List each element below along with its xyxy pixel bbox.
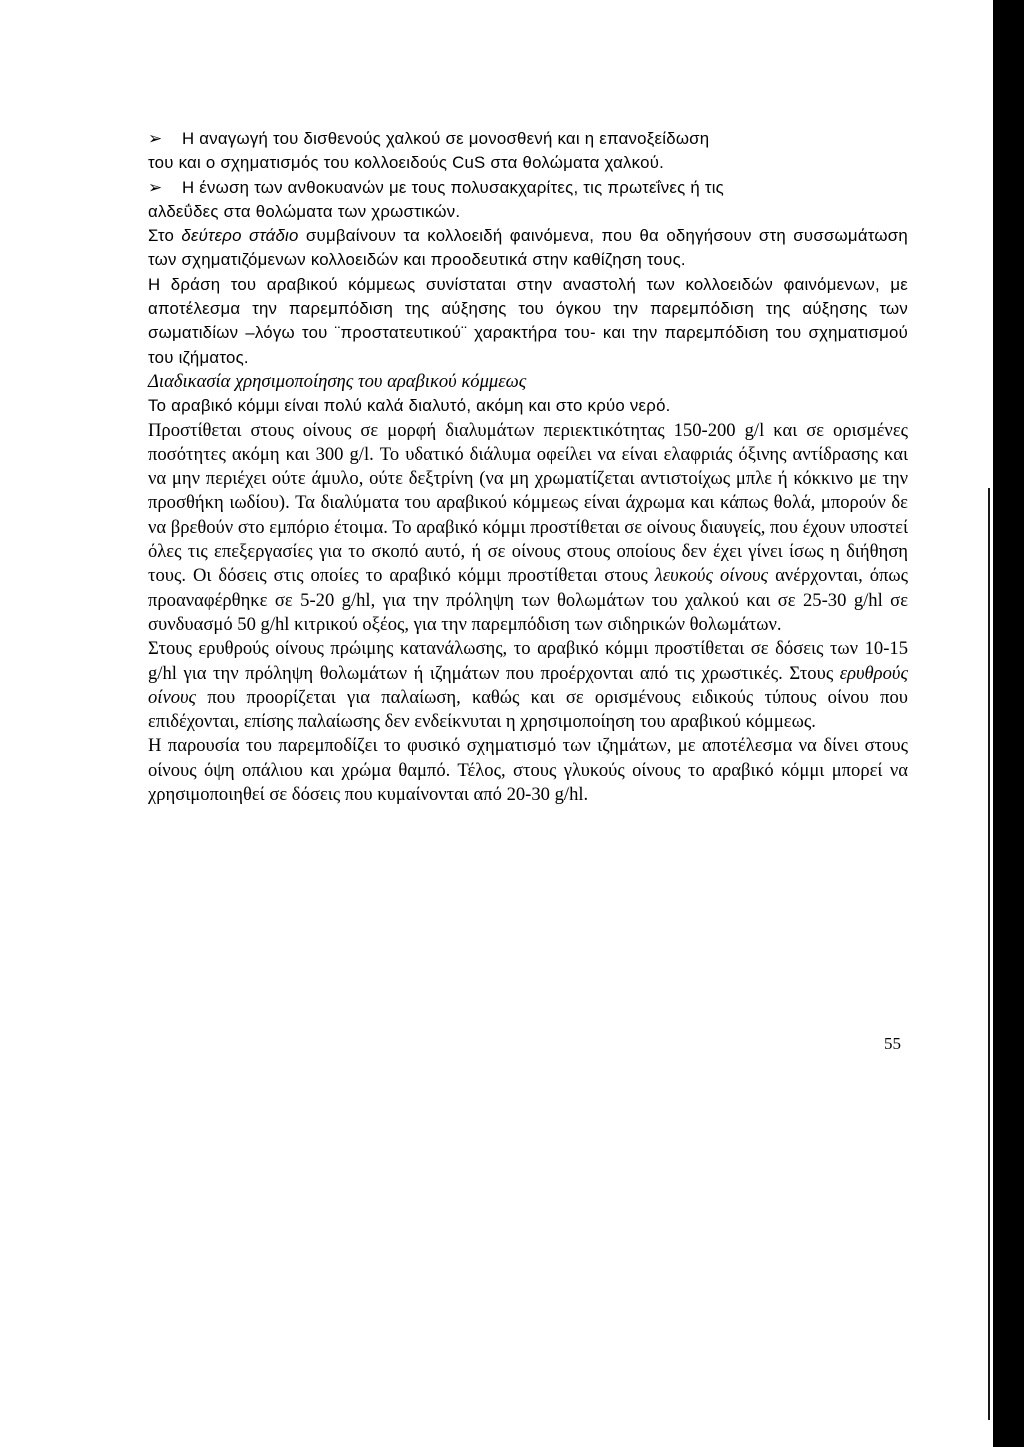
bullet-line: του και ο σχηματισμός του κολλοειδούς CuS στα θολώματα χαλκού.	[148, 153, 665, 173]
paragraph-gum-action: Η δράση του αραβικού κόμμεως συνίσταται στην αναστολή των κολλοειδών φαινόμενων, με αποτέλεσμα την παρεμπόδιση της αύξησης του όγκου την παρεμπόδιση της αύξησης των σωματιδίων –λόγω του ¨προστατευτικού¨ χαρακτήρα του- και την παρεμπόδιση του σχηματισμού του ιζήματος.	[148, 274, 908, 367]
body-text	[148, 127, 908, 807]
emphasis-red-wines: ερυθρούς οίνους	[148, 662, 908, 708]
text-segment: συμβαίνουν τα κολλοειδή φαινόμενα, που θα οδηγήσουν στη συσσωμάτωση των σχηματιζόμενων κολλοειδών και προοδευτικά στην καθίζηση τους.	[148, 226, 908, 270]
emphasis-white-wines: λευκούς οίνους	[654, 565, 769, 587]
bullet-line: αλδεΰδες στα θολώματα των χρωστικών.	[148, 201, 461, 221]
section-heading: Διαδικασία χρησιμοποίησης του αραβικού κόμμεως	[148, 370, 527, 392]
paragraph-presence: Η παρουσία του παρεμποδίζει το φυσικό σχηματισμό των ιζημάτων, με αποτέλεσμα να δίνει στους οίνους όψη οπάλιου και χρώμα θαμπό. Τέλος, στους γλυκούς οίνους το αραβικό κόμμι μπορεί να χρησιμοποιηθεί σε δόσεις που κυμαίνονται από 20-30 g/hl.	[148, 735, 908, 806]
bullet-item-reduction	[148, 127, 908, 176]
paragraph-red-wines	[148, 637, 908, 734]
paragraph-second-stage	[148, 224, 908, 273]
bullet-line: Η αναγωγή του δισθενούς χαλκού σε μονοσθενή και η επανοξείδωση	[182, 129, 710, 148]
paragraph-solubility: Το αραβικό κόμμι είναι πολύ καλά διαλυτό, ακόμη και στο κρύο νερό.	[148, 396, 671, 416]
paragraph-dosage	[148, 419, 908, 638]
bullet-line: Η ένωση των ανθοκυανών με τους πολυσακχαρίτες, τις πρωτεΐνες ή τις	[182, 177, 725, 197]
emphasis-second-stage: δεύτερο στάδιο	[181, 226, 299, 246]
text-segment: ανέρχονται, όπως προαναφέρθηκε σε 5-20 g/hl, για την πρόληψη των θολωμάτων του χαλκού και σε 25-30 g/hl σε συνδυασμό 50 g/hl κιτρικού οξέος, για την παρεμπόδιση των σιδηρικών θολωμάτων.	[148, 565, 908, 635]
scan-edge-line	[988, 488, 990, 1420]
arrow-bullet-icon: ➢	[148, 177, 163, 197]
scan-border	[993, 0, 1024, 1447]
arrow-bullet-icon: ➢	[148, 129, 163, 148]
text-segment: που προορίζεται για παλαίωση, καθώς και σε ορισμένους ειδικούς τύπους οίνου που επιδέχονται, επίσης παλαίωσης δεν ενδείκνυται η χρησιμοποίηση του αραβικού κόμμεως.	[148, 686, 908, 733]
text-segment: Προστίθεται στους οίνους σε μορφή διαλυμάτων περιεκτικότητας 150-200 g/l και σε ορισμένες ποσότητες ακόμη και 300 g/l. Το υδατικό διάλυμα οφείλει να είναι ελαφριάς όξινης αντίδρασης και να μην περιέχει ούτε άμυλο, ούτε δεξτρίνη (να μη χρωματίζεται αντιστοίχως μπλε ή κόκκινο με την προσθήκη ιωδίου). Τα διαλύματα του αραβικού κόμμεως είναι άχρωμα και κάπως θολά, μπορούν δε να βρεθούν στο εμπόριο έτοιμα. Το αραβικό κόμμι προστίθεται σε οίνους διαυγείς, που έχουν υποστεί όλες τις επεξεργασίες για το σκοπό αυτό, ή σε οίνους στους οποίους δεν έχει γίνει ίσως η διήθηση τους. Οι δόσεις στις οποίες το αραβικό κόμμι προστίθεται στους	[148, 419, 908, 587]
text-segment: Στους ερυθρούς οίνους πρώιμης κατανάλωσης, το αραβικό κόμμι προστίθεται σε δόσεις των 10-15 g/hl για την πρόληψη θολωμάτων ή ιζημάτων που προέρχονται από τις χρωστικές. Στους	[148, 638, 908, 684]
page-number: 55	[884, 1034, 901, 1053]
text-segment: Στο	[148, 226, 182, 246]
bullet-item-anthocyanins	[148, 176, 908, 225]
